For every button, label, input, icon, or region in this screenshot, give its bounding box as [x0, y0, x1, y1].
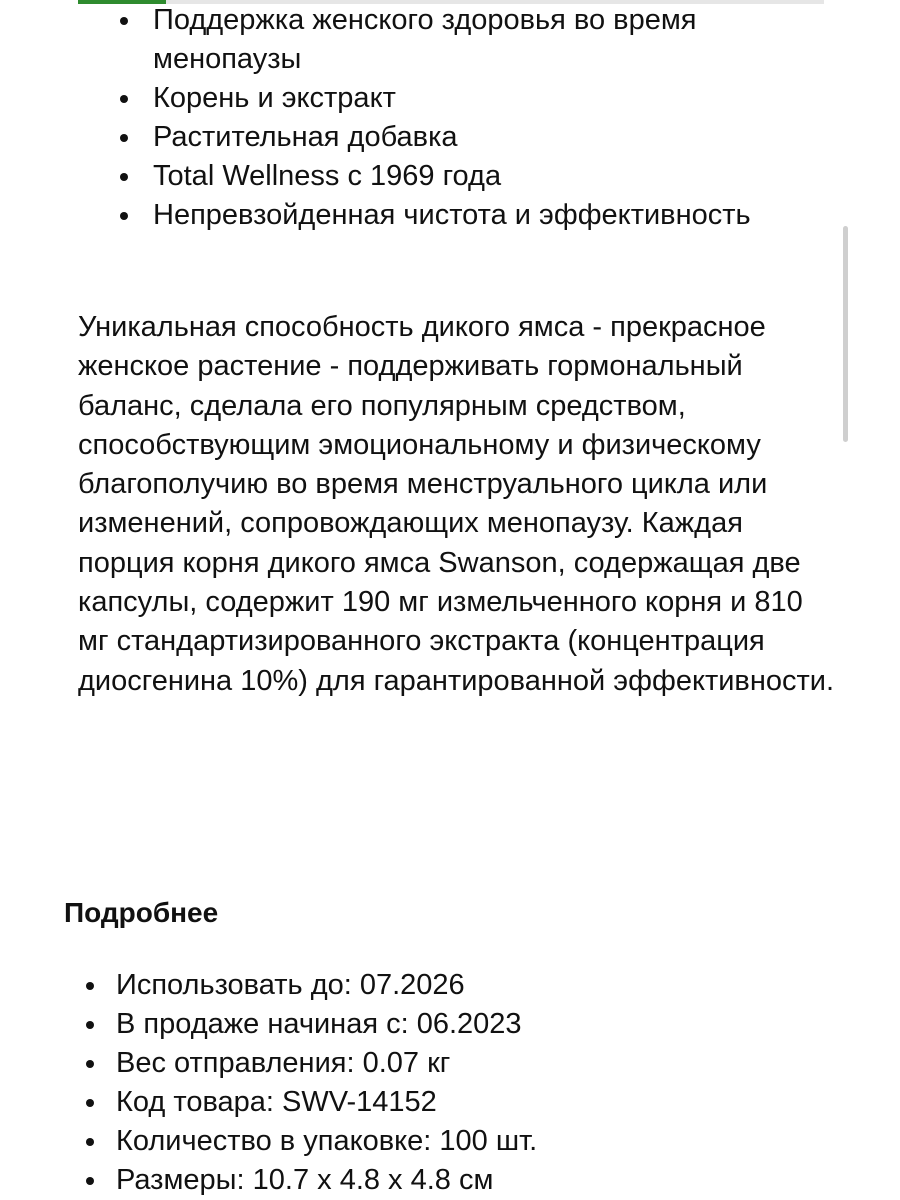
- details-list: [78, 966, 838, 1200]
- details-section-title: Подробнее: [64, 897, 219, 928]
- feature-list: [115, 1, 815, 235]
- detail-item-quantity: Количество в упаковке: 100 шт.: [78, 1122, 838, 1161]
- scrollbar-thumb[interactable]: [843, 226, 848, 442]
- feature-item: Total Wellness с 1969 года: [115, 157, 815, 196]
- detail-item-dimensions: Размеры: 10.7 x 4.8 x 4.8 см: [78, 1161, 838, 1200]
- feature-item: Корень и экстракт: [115, 79, 815, 118]
- feature-item: Поддержка женского здоровья во время менопаузы: [115, 1, 815, 79]
- product-description-text: Уникальная способность дикого ямса - прекрасное женское растение - поддерживать гормональный баланс, сделала его популярным средством, способствующим эмоциональному и физическому благополучию во время менструального цикла или изменений, сопровождающих менопаузу. Каждая порция корня дикого ямса Swanson, содержащая две капсулы, содержит 190 мг измельченного корня и 810 мг стандартизированного экстракта (концентрация диосгенина 10%) для гарантированной эффективности.: [78, 311, 835, 697]
- detail-item-expiry: Использовать до: 07.2026: [78, 966, 838, 1005]
- detail-item-product-code: Код товара: SWV-14152: [78, 1083, 838, 1122]
- detail-item-on-sale-since: В продаже начиная с: 06.2023: [78, 1005, 838, 1044]
- feature-item: Непревзойденная чистота и эффективность: [115, 196, 815, 235]
- feature-item: Растительная добавка: [115, 118, 815, 157]
- detail-item-weight: Вес отправления: 0.07 кг: [78, 1044, 838, 1083]
